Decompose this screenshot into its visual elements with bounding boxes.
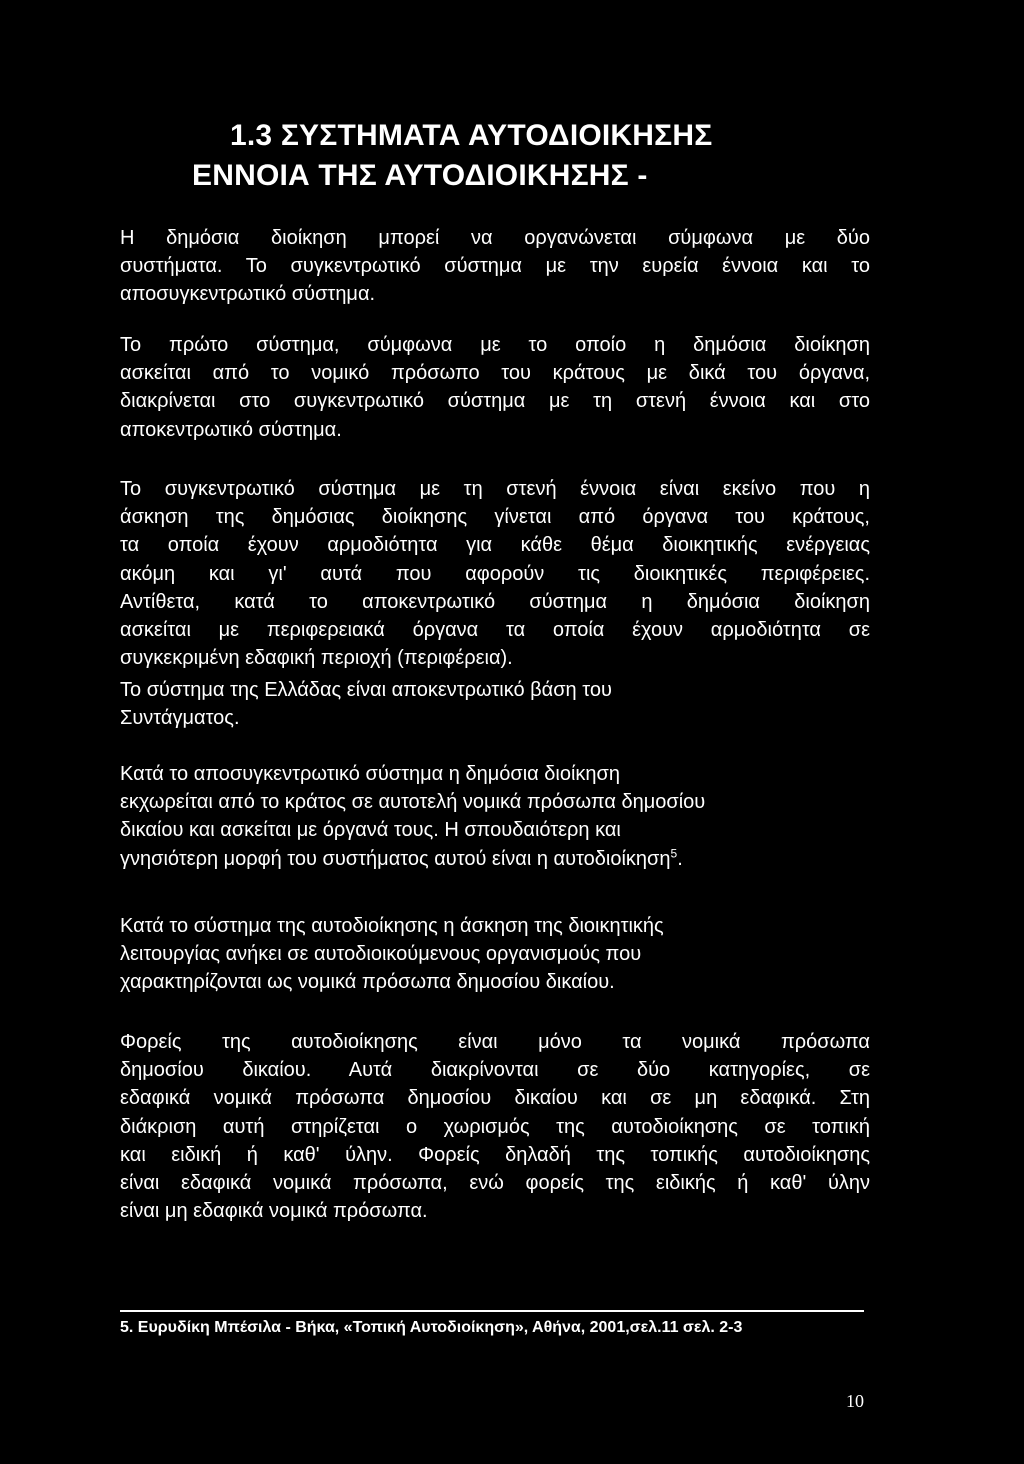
paragraph-1 xyxy=(120,224,870,309)
text-line: δημοσίου δικαίου. Αυτά διακρίνονται σε δύο κατηγορίες, σε xyxy=(120,1059,870,1082)
text-line: Η δημόσια διοίκηση μπορεί να οργανώνεται σύμφωνα με δύο xyxy=(120,227,870,249)
text-line: λειτουργίας ανήκει σε αυτοδιοικούμενους οργανισμούς που xyxy=(120,943,642,966)
paragraph-6 xyxy=(120,1028,870,1225)
footnote-divider xyxy=(120,1310,864,1312)
paragraph-3b xyxy=(120,676,870,732)
footnote: 5. Ευρυδίκη Μπέσιλα - Βήκα, «Τοπική Αυτοδιοίκηση», Αθήνα, 2001,σελ.11 σελ. 2-3 xyxy=(120,1319,743,1336)
footnote-reference: 5 xyxy=(670,845,678,860)
text-line: εκχωρείται από το κράτος σε αυτοτελή νομικά πρόσωπα δημοσίου xyxy=(120,791,706,814)
page-number: 10 xyxy=(846,1391,864,1411)
text-line: Κατά το σύστημα της αυτοδιοίκησης η άσκηση της διοικητικής xyxy=(120,915,664,937)
paragraph-2 xyxy=(120,331,870,444)
paragraph-5 xyxy=(120,912,870,997)
text-line: εδαφικά νομικά πρόσωπα δημοσίου δικαίου και σε μη εδαφικά. Στη xyxy=(120,1087,870,1110)
text-line-with-footnote xyxy=(120,845,870,873)
sentence-end: . xyxy=(677,847,683,870)
text-line: άσκηση της δημόσιας διοίκησης γίνεται από όργανα του κράτους, xyxy=(120,506,870,529)
text-line: Το σύστημα της Ελλάδας είναι αποκεντρωτικό βάση του xyxy=(120,679,612,701)
text-line: Κατά το αποσυγκεντρωτικό σύστημα η δημόσια διοίκηση xyxy=(120,763,620,785)
text-line: Το συγκεντρωτικό σύστημα με τη στενή έννοια είναι εκείνο που η xyxy=(120,478,870,500)
text-line: αποκεντρωτικό σύστημα. xyxy=(120,418,342,441)
text-line: ασκείται με περιφερειακά όργανα τα οποία έχουν αρμοδιότητα σε xyxy=(120,619,870,642)
text-line: είναι εδαφικά νομικά πρόσωπα, ενώ φορείς της ειδικής ή καθ' ύλην xyxy=(120,1172,870,1195)
text-line: ακόμη και γι' αυτά που αφορούν τις διοικητικές περιφέρειες. xyxy=(120,562,870,585)
text-line: Αντίθετα, κατά το αποκεντρωτικό σύστημα η δημόσια διοίκηση xyxy=(120,590,870,613)
text-line: και ειδική ή καθ' ύλην. Φορείς δηλαδή της τοπικής αυτοδιοίκησης xyxy=(120,1143,870,1166)
section-subtitle: ΕΝΝΟΙΑ ΤΗΣ ΑΥΤΟΔΙΟΙΚΗΣΗΣ - xyxy=(192,159,648,192)
text-line: συγκεκριμένη εδαφική περιοχή (περιφέρεια). xyxy=(120,647,513,670)
text-line: διάκριση αυτή στηρίζεται ο χωρισμός της αυτοδιοίκησης σε τοπική xyxy=(120,1115,870,1138)
text-line: δικαίου και ασκείται με όργανά τους. Η σπουδαιότερη και xyxy=(120,819,621,842)
text-line: διακρίνεται στο συγκεντρωτικό σύστημα με τη στενή έννοια και στο xyxy=(120,390,870,413)
section-title: 1.3 ΣΥΣΤΗΜΑΤΑ ΑΥΤΟΔΙΟΙΚΗΣΗΣ xyxy=(230,119,713,152)
text-line: είναι μη εδαφικά νομικά πρόσωπα. xyxy=(120,1200,428,1223)
text-line: χαρακτηρίζονται ως νομικά πρόσωπα δημοσίου δικαίου. xyxy=(120,971,615,994)
paragraph-3 xyxy=(120,475,870,672)
text-line: τα οποία έχουν αρμοδιότητα για κάθε θέμα διοικητικής ενέργειας xyxy=(120,534,870,557)
text-line: αποσυγκεντρωτικό σύστημα. xyxy=(120,283,376,306)
paragraph-4 xyxy=(120,760,870,873)
text-line: Συντάγματος. xyxy=(120,707,240,730)
text-line: ασκείται από το νομικό πρόσωπο του κράτους με δικά του όργανα, xyxy=(120,362,870,385)
text-line: συστήματα. Το συγκεντρωτικό σύστημα με την ευρεία έννοια και το xyxy=(120,255,870,278)
text-line: Το πρώτο σύστημα, σύμφωνα με το οποίο η δημόσια διοίκηση xyxy=(120,334,870,356)
text-fragment: γνησιότερη μορφή του συστήματος αυτού είναι η αυτοδιοίκηση xyxy=(120,847,671,870)
text-line: Φορείς της αυτοδιοίκησης είναι μόνο τα νομικά πρόσωπα xyxy=(120,1031,870,1053)
